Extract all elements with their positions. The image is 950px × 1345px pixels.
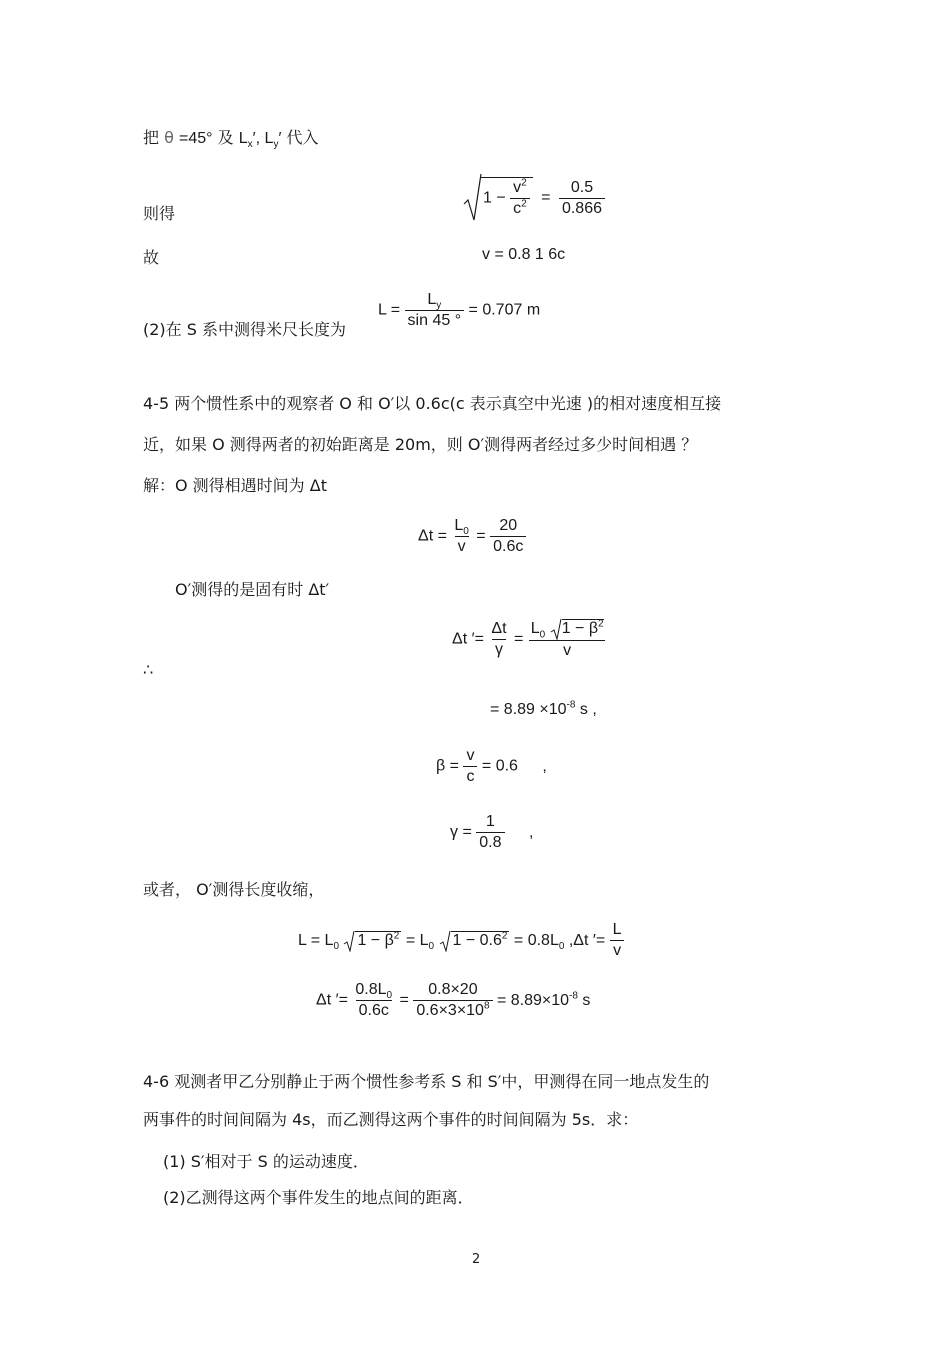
beta-value: = 0.6 xyxy=(481,757,518,775)
dt-unit: s , xyxy=(575,701,597,718)
therefore-symbol: ∴ xyxy=(143,660,154,679)
problem-4-6-line2: 两事件的时间间隔为 4s，而乙测得这两个事件的时间间隔为 5s．求： xyxy=(143,1110,639,1129)
equation-sqrt-ratio: 1 − $\frac{v^2}{c^2}$ = $\frac{0.5}{0.866}$ xyxy=(462,172,605,224)
page-number: 2 xyxy=(472,1252,481,1267)
text-ji: 及 xyxy=(217,128,234,147)
sqrt-symbol-icon xyxy=(439,930,451,952)
comma: , xyxy=(528,823,534,841)
problem-4-5-line3: 解：O 测得相遇时间为 Δt xyxy=(143,476,327,495)
equation-delta-t-value xyxy=(490,701,597,719)
problem-4-5-line1: 4-5 两个惯性系中的观察者 O 和 O′以 0.6c(c 表示真空中光速 )的相对速度相互接 xyxy=(143,394,722,413)
sqrt-symbol-icon xyxy=(462,172,482,224)
dt-exponent: -8 xyxy=(566,699,576,711)
text-zede: 则得 xyxy=(143,204,176,223)
text-line-substitute xyxy=(143,128,319,149)
text-ba: 把 xyxy=(143,128,160,147)
text-intrinsic-time: O′测得的是固有时 Δt′ xyxy=(175,580,330,599)
text-or-length-contraction: 或者， O′测得长度收缩， xyxy=(143,880,325,899)
final-exponent: -8 xyxy=(569,990,578,1002)
equation-L: L = $\frac{L_y}{\sin 45 ^\circ}$ = 0.707 m xyxy=(378,291,541,329)
final-value: = 8.89×10 xyxy=(496,991,570,1009)
theta-symbol: θ xyxy=(164,128,174,147)
dt-value: = 8.89 ×10 xyxy=(490,701,567,718)
equation-final: Δt ′= $\frac{0.8L_0}{0.6c}$ = $\frac{0.8\times 20}{0.6\times 3\times 10^8}$ = $8.89\times 10^{-8}$ s xyxy=(316,981,591,1019)
problem-4-6-q2: (2)乙测得这两个事件发生的地点间的距离． xyxy=(163,1188,474,1207)
equation-beta: β = $\frac{v}{c}$ = 0.6 , xyxy=(436,747,547,785)
text-gu: 故 xyxy=(143,248,160,267)
final-unit: s xyxy=(577,991,591,1009)
text-question-2: (2)在 S 系中测得米尺长度为 xyxy=(143,320,346,339)
equation-delta-t: Δt = $\frac{L_0}{v}$ = $\frac{20}{0.6c}$ xyxy=(418,516,526,557)
text-dairu: 代入 xyxy=(286,128,319,147)
equation-length-contraction: $L = L_0$ $1 - \beta^2 = L_0$ $1 - 0.6^2 = 0.8L_0$ ,Δt ′= $\frac{L}{v}$ xyxy=(298,920,625,961)
angle-value: =45° xyxy=(179,130,213,147)
math-lx-ly: $L_x'$, $L_y'$ xyxy=(238,130,282,151)
equation-delta-t-prime: Δt ′= $\frac{\Delta t}{\gamma}$ = $\frac{L_0 1 - \beta^2}{v}$ xyxy=(452,618,604,659)
sqrt-symbol-icon xyxy=(550,618,562,640)
problem-4-6-q1: (1) S′相对于 S 的运动速度． xyxy=(163,1152,369,1171)
L-result: = 0.707 m xyxy=(468,301,541,319)
problem-4-5-line2: 近，如果 O 测得两者的初始距离是 20m，则 O′测得两者经过多少时间相遇 ？ xyxy=(143,435,698,454)
problem-4-6-line1: 4-6 观测者甲乙分别静止于两个惯性参考系 S 和 S′中，甲测得在同一地点发生的 xyxy=(143,1072,710,1091)
equation-v: v = 0.8 1 6c xyxy=(482,246,566,263)
comma: , xyxy=(542,757,547,775)
equation-gamma: γ = $\frac{1}{0.8}$ , xyxy=(450,813,534,851)
sqrt-symbol-icon xyxy=(343,930,355,952)
